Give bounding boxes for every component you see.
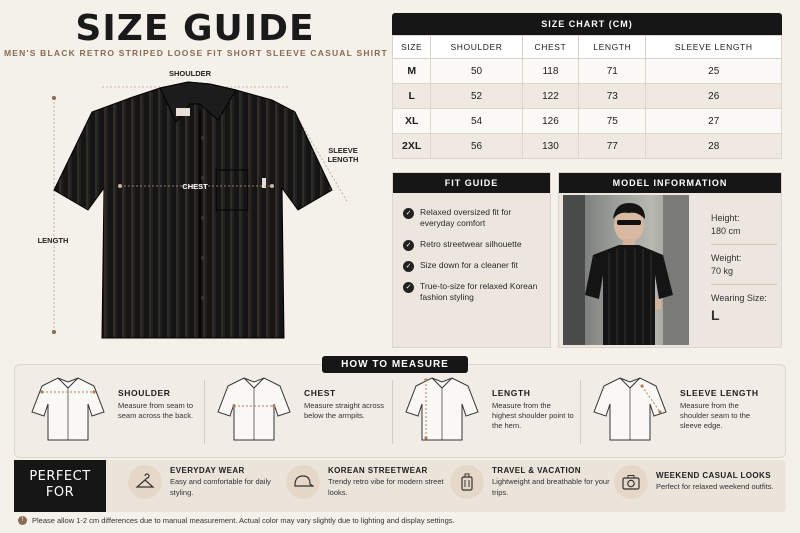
fit-guide-item: ✓ True-to-size for relaxed Korean fashion styling <box>403 281 540 304</box>
shoulder-label: SHOULDER <box>168 69 212 78</box>
size-cell: L <box>393 84 431 109</box>
divider <box>580 380 581 444</box>
measurement-cell: 118 <box>522 59 578 84</box>
size-col-header: SIZE <box>393 36 431 59</box>
perfect-for-title: KOREAN STREETWEAR <box>328 466 428 476</box>
height-label: Height: <box>711 213 740 223</box>
size-cell: M <box>393 59 431 84</box>
wearing-size-value: L <box>711 307 720 323</box>
sleeve-length-label: SLEEVE LENGTH <box>327 146 359 164</box>
measure-card <box>214 372 394 452</box>
perfect-for-item <box>128 465 293 499</box>
measure-title: SLEEVE LENGTH <box>680 388 759 398</box>
measurement-cell: 56 <box>431 134 522 159</box>
measurement-cell: 27 <box>646 109 782 134</box>
perfect-for-desc: Lightweight and breathable for your trips. <box>492 477 610 497</box>
measurement-cell: 50 <box>431 59 522 84</box>
fit-guide-item: ✓ Size down for a cleaner fit <box>403 260 540 272</box>
model-info-panel <box>558 172 782 348</box>
shirt-diagram-icon <box>214 372 294 449</box>
size-row <box>393 59 782 84</box>
how-to-measure-title: HOW TO MEASURE <box>322 356 468 373</box>
measurement-cell: 126 <box>522 109 578 134</box>
measure-desc: Measure from the highest shoulder point to the hem. <box>492 401 574 431</box>
fit-guide-panel <box>392 172 551 348</box>
fit-guide-title: FIT GUIDE <box>393 173 550 193</box>
perfect-for-title: WEEKEND CASUAL LOOKS <box>656 471 771 481</box>
measurement-cell: 52 <box>431 84 522 109</box>
measure-card <box>590 372 770 452</box>
shirt-diagram-icon <box>590 372 670 449</box>
size-cell: 2XL <box>393 134 431 159</box>
measure-title: CHEST <box>304 388 336 398</box>
size-col-header: SLEEVE LENGTH <box>646 36 782 59</box>
measurement-cell: 25 <box>646 59 782 84</box>
model-photo <box>563 195 689 345</box>
perfect-for-item <box>286 465 451 499</box>
weight-label: Weight: <box>711 253 742 263</box>
info-icon: ! <box>18 516 27 525</box>
measurement-cell: 75 <box>579 109 646 134</box>
size-row <box>393 134 782 159</box>
measure-desc: Measure from the shoulder seam to the sleeve edge. <box>680 401 751 431</box>
measurement-cell: 71 <box>579 59 646 84</box>
shirt-diagram-icon <box>28 372 108 449</box>
size-chart-title: SIZE CHART (CM) <box>392 13 782 35</box>
measure-card <box>28 372 208 452</box>
measure-desc: Measure from seam to seam across the back. <box>118 401 194 421</box>
size-chart <box>392 13 782 159</box>
check-icon: ✓ <box>403 282 414 293</box>
shirt-diagram-icon <box>402 372 482 449</box>
footer-note: ! Please allow 1-2 cm differences due to manual measurement. Actual color may vary slightly due to lighting and display settings. <box>18 516 788 525</box>
cap-icon <box>286 465 320 499</box>
divider <box>392 380 393 444</box>
measurement-cell: 122 <box>522 84 578 109</box>
page-title: SIZE GUIDE <box>75 8 315 49</box>
luggage-icon <box>450 465 484 499</box>
size-table <box>392 35 782 159</box>
size-col-header: SHOULDER <box>431 36 522 59</box>
check-icon: ✓ <box>403 240 414 251</box>
perfect-for-title: EVERYDAY WEAR <box>170 466 245 476</box>
model-info-title: MODEL INFORMATION <box>559 173 781 193</box>
fit-guide-item: ✓ Retro streetwear silhouette <box>403 239 540 251</box>
measurement-cell: 130 <box>522 134 578 159</box>
measure-title: LENGTH <box>492 388 531 398</box>
measurement-cell: 54 <box>431 109 522 134</box>
size-cell: XL <box>393 109 431 134</box>
divider <box>204 380 205 444</box>
size-row <box>393 109 782 134</box>
measurement-cell: 26 <box>646 84 782 109</box>
measurement-cell: 77 <box>579 134 646 159</box>
camera-icon <box>614 465 648 499</box>
page-subtitle: MEN'S BLACK RETRO STRIPED LOOSE FIT SHORT SLEEVE CASUAL SHIRT <box>4 48 388 58</box>
check-icon: ✓ <box>403 208 414 219</box>
measure-desc: Measure straight across below the armpits. <box>304 401 385 421</box>
hanger-icon <box>128 465 162 499</box>
height-value: 180 cm <box>711 226 741 236</box>
length-label: LENGTH <box>37 236 69 245</box>
size-row <box>393 84 782 109</box>
wearing-size-label: Wearing Size: <box>711 293 767 303</box>
measurement-cell: 73 <box>579 84 646 109</box>
perfect-for-item <box>450 465 615 499</box>
perfect-for-item <box>614 465 779 499</box>
perfect-for-desc: Easy and comfortable for daily styling. <box>170 477 271 497</box>
measure-card <box>402 372 582 452</box>
size-col-header: CHEST <box>522 36 578 59</box>
perfect-for-label: PERFECT FOR <box>14 460 106 512</box>
weight-value: 70 kg <box>711 266 734 276</box>
perfect-for-title: TRAVEL & VACATION <box>492 466 581 476</box>
perfect-for-desc: Trendy retro vibe for modern street looks. <box>328 477 444 497</box>
shirt-illustration <box>40 70 360 345</box>
measurement-cell: 28 <box>646 134 782 159</box>
chest-label: CHEST <box>182 182 208 191</box>
measure-title: SHOULDER <box>118 388 171 398</box>
size-col-header: LENGTH <box>579 36 646 59</box>
fit-guide-item: ✓ Relaxed oversized fit for everyday comfort <box>403 207 540 230</box>
check-icon: ✓ <box>403 261 414 272</box>
perfect-for-desc: Perfect for relaxed weekend outfits. <box>656 482 774 492</box>
